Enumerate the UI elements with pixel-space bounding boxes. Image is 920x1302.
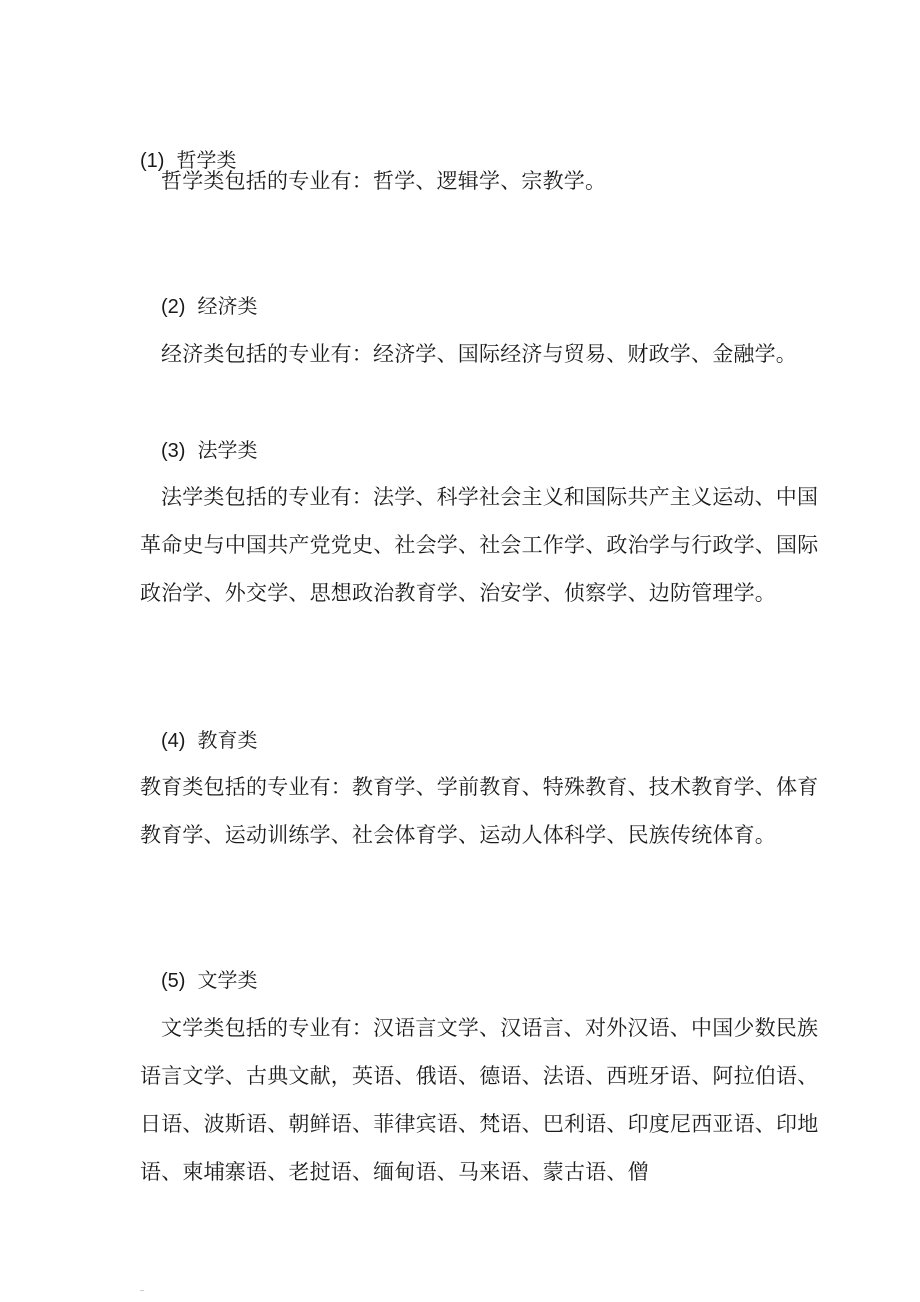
- section-title: 法学类: [197, 438, 258, 462]
- section-heading-economics: [161, 294, 257, 319]
- section-number: (1): [140, 150, 165, 172]
- section-number: (2): [161, 296, 186, 318]
- section-number: (4): [161, 730, 186, 752]
- section-heading-literature: [161, 968, 257, 993]
- section-title: 经济类: [197, 294, 258, 318]
- section-body-literature: 文学类包括的专业有：汉语言文学、汉语言、对外汉语、中国少数民族语言文学、古典文献，英语、俄语、德语、法语、西班牙语、阿拉伯语、日语、波斯语、朝鲜语、菲律宾语、梵语、巴利语、印度尼西亚语、印地语、柬埔寨语、老挝语、缅甸语、马来语、蒙古语、僧: [140, 1016, 819, 1184]
- section-number: (5): [161, 970, 186, 992]
- section-heading-education: [161, 728, 257, 753]
- section-body-philosophy: 哲学类包括的专业有：哲学、逻辑学、宗教学。: [161, 169, 607, 193]
- section-body-law: 法学类包括的专业有：法学、科学社会主义和国际共产主义运动、中国革命史与中国共产党党史、社会学、社会工作学、政治学与行政学、国际政治学、外交学、思想政治教育学、治安学、侦察学、边防管理学。: [140, 485, 819, 605]
- section-heading-law: [161, 438, 257, 463]
- section-title: 哲学类: [176, 148, 237, 172]
- section-body-economics: 经济类包括的专业有：经济学、国际经济与贸易、财政学、金融学。: [161, 342, 797, 366]
- section-body-education: 教育类包括的专业有：教育学、学前教育、特殊教育、技术教育学、体育教育学、运动训练学、社会体育学、运动人体科学、民族传统体育。: [140, 775, 819, 847]
- section-title: 文学类: [197, 968, 258, 992]
- page-corner-mark: [140, 1290, 144, 1291]
- section-title: 教育类: [197, 728, 258, 752]
- section-number: (3): [161, 440, 186, 462]
